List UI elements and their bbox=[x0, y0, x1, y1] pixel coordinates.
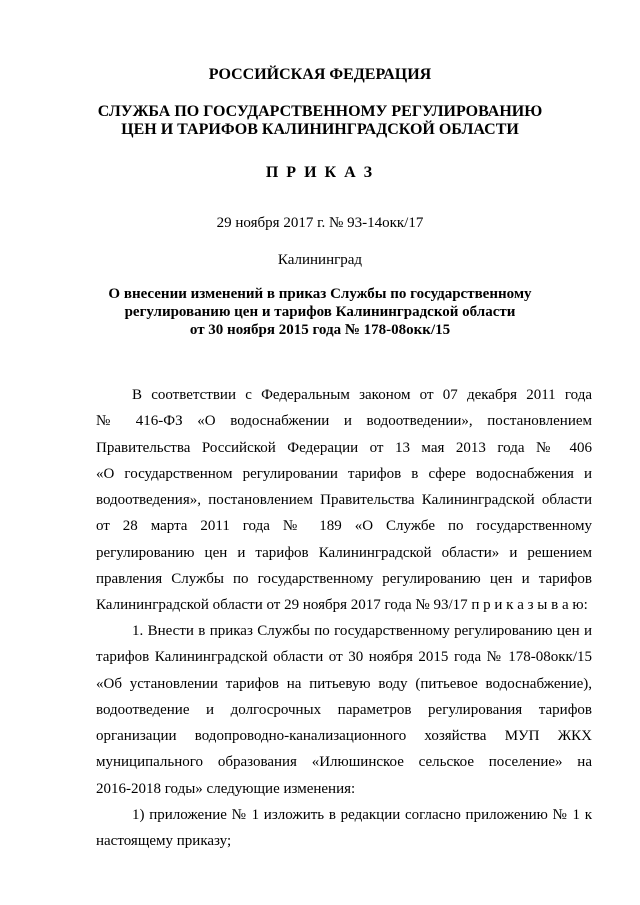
item1-line: 2016-2018 годы» следующие изменения: bbox=[96, 780, 356, 797]
item1-line: водоотведение и долгосрочных параметров регулирования тарифов bbox=[96, 701, 592, 718]
subject-line3: от 30 ноября 2015 года № 178-08окк/15 bbox=[189, 322, 451, 338]
item1-line: 1. Внести в приказ Службы по государственному регулированию цен и bbox=[132, 623, 592, 639]
preamble-line: водоотведения», постановлением Правительства Калининградской области bbox=[96, 492, 592, 509]
preamble-line: правления Службы по государственному регулированию цен и тарифов bbox=[96, 571, 592, 588]
subject-line2: регулированию цен и тарифов Калининградской области bbox=[124, 304, 516, 320]
city: Калининград bbox=[277, 252, 363, 268]
subject-line1: О внесении изменений в приказ Службы по государственному bbox=[108, 286, 532, 302]
item1-paragraph bbox=[96, 618, 592, 802]
preamble-line: от 28 марта 2011 года № 189 «О Службе по государственному bbox=[96, 518, 592, 535]
agency-heading-line1: СЛУЖБА ПО ГОСУДАРСТВЕННОМУ РЕГУЛИРОВАНИЮ bbox=[97, 103, 543, 120]
doc-type-heading: П Р И К А З bbox=[265, 164, 375, 181]
preamble-line: Калининградской области от 29 ноября 2017 года № 93/17 п р и к а з ы в а ю: bbox=[96, 597, 588, 614]
preamble-line: В соответствии с Федеральным законом от 07 декабря 2011 года bbox=[132, 387, 592, 403]
preamble-line: «О государственном регулировании тарифов в сфере водоснабжения и bbox=[96, 465, 592, 482]
preamble-paragraph bbox=[96, 382, 592, 619]
item1-line: «Об установлении тарифов на питьевую воду (питьевое водоснабжение), bbox=[96, 675, 592, 692]
preamble-line: Правительства Российской Федерации от 13 мая 2013 года № 406 bbox=[96, 439, 592, 456]
date-number: 29 ноября 2017 г. № 93-14окк/17 bbox=[216, 215, 424, 231]
agency-heading-line2: ЦЕН И ТАРИФОВ КАЛИНИНГРАДСКОЙ ОБЛАСТИ bbox=[121, 121, 519, 138]
item1-line: организации водопроводно-канализационного хозяйства МУП ЖКХ bbox=[96, 728, 592, 745]
subitem1-line: 1) приложение № 1 изложить в редакции согласно приложению № 1 к bbox=[132, 807, 592, 823]
item1-line: муниципального образования «Илюшинское сельское поселение» на bbox=[96, 754, 592, 771]
subitem1-paragraph bbox=[96, 802, 592, 855]
preamble-line: регулированию цен и тарифов Калининградской области» и решением bbox=[96, 544, 592, 561]
subitem1-line: настоящему приказу; bbox=[96, 833, 232, 850]
country-heading: РОССИЙСКАЯ ФЕДЕРАЦИЯ bbox=[208, 66, 432, 83]
item1-line: тарифов Калининградской области от 30 ноября 2015 года № 178-08окк/15 bbox=[96, 649, 592, 666]
preamble-line: № 416-ФЗ «О водоснабжении и водоотведении», постановлением bbox=[96, 413, 592, 430]
